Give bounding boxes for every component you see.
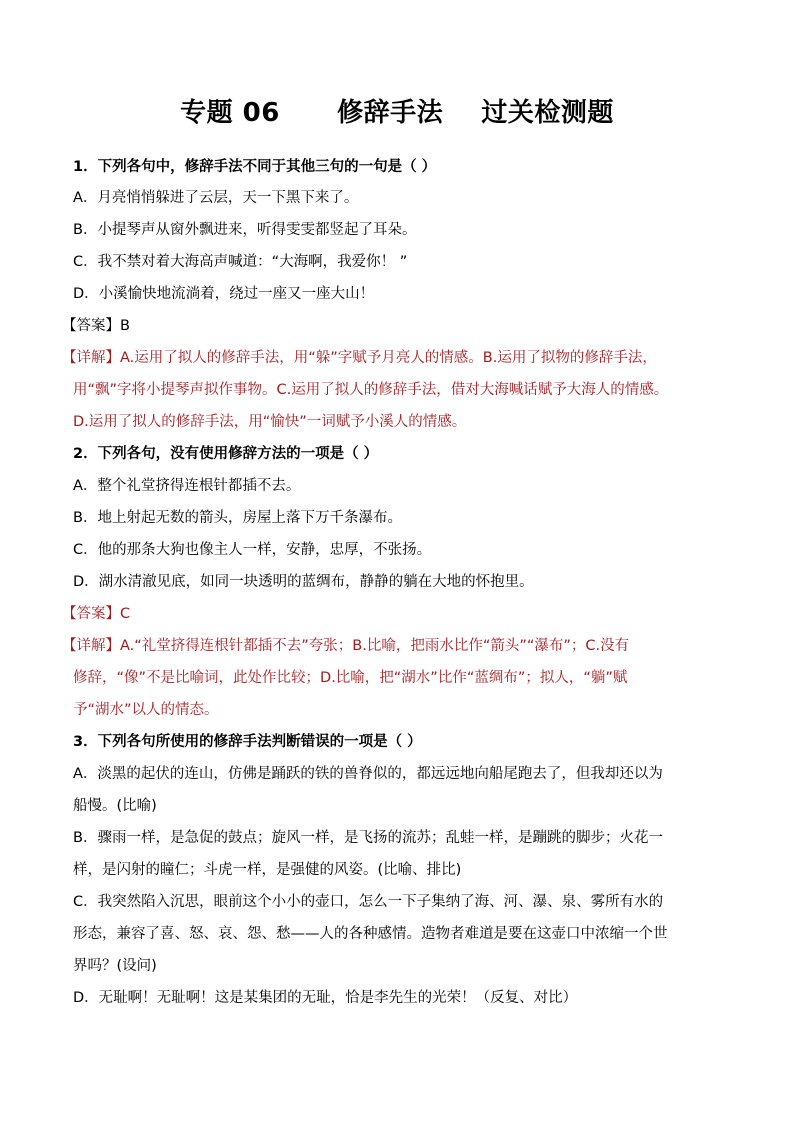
q3-option-a-line-2: 船慢。(比喻) xyxy=(73,798,157,814)
q2-detail-label: 【详解】 xyxy=(62,638,120,654)
question-1: 1．下列各句中，修辞手法不同于其他三句的一句是（ ） xyxy=(73,159,437,175)
q2-option-c: C．他的那条大狗也像主人一样，安静，忠厚，不张扬。 xyxy=(73,542,432,558)
q3-option-a-line-1: A．淡黑的起伏的连山，仿佛是踊跃的铁的兽脊似的，都远远地向船尾跑去了，但我却还以为 xyxy=(73,766,663,782)
q2-detail-line-2: 修辞，“像”不是比喻词，此处作比较；D.比喻，把“湖水”比作“蓝绸布”；拟人，“躺”赋 xyxy=(73,670,628,686)
q1-option-d: D．小溪愉快地流淌着，绕过一座又一座大山！ xyxy=(73,286,375,302)
q2-option-b: B．地上射起无数的箭头，房屋上落下万千条瀑布。 xyxy=(73,510,402,526)
q2-option-d: D．湖水清澈见底，如同一块透明的蓝绸布，静静的躺在大地的怀抱里。 xyxy=(73,574,534,590)
q3-option-b-line-1: B．骤雨一样，是急促的鼓点；旋风一样，是飞扬的流苏；乱蛙一样，是蹦跳的脚步；火花一 xyxy=(73,830,663,846)
q1-option-c: C．我不禁对着大海高声喊道：“大海啊，我爱你！ ” xyxy=(73,254,408,270)
q3-option-c-line-2: 形态，兼容了喜、怒、哀、怨、愁——人的各种感情。造物者难道是要在这壶口中浓缩一个世 xyxy=(73,926,668,942)
q2-detail-line-3: 予“湖水”以人的情态。 xyxy=(73,702,219,718)
q1-detail-line-2: 用“飘”字将小提琴声拟作事物。C.运用了拟人的修辞手法，借对大海喊话赋予大海人的情感。 xyxy=(73,382,669,398)
q3-option-d: D．无耻啊！无耻啊！这是某集团的无耻，恰是李先生的光荣！（反复、对比） xyxy=(73,990,578,1006)
q1-detail-line-1 xyxy=(62,349,657,367)
q3-option-b-line-2: 样，是闪射的瞳仁；斗虎一样，是强健的风姿。(比喻、排比) xyxy=(73,862,462,878)
q2-detail-text-1: A.“礼堂挤得连根针都插不去”夸张；B.比喻，把雨水比作“箭头”“瀑布”；C.没有 xyxy=(120,638,630,654)
q1-detail-label: 【详解】 xyxy=(62,350,120,366)
q2-detail-line-1 xyxy=(62,637,629,655)
q1-answer xyxy=(62,317,130,335)
question-3: 3．下列各句所使用的修辞手法判断错误的一项是（ ） xyxy=(73,734,422,750)
q1-answer-label: 【答案】 xyxy=(62,318,120,334)
q1-detail-text-1: A.运用了拟人的修辞手法，用“躲”字赋予月亮人的情感。B.运用了拟物的修辞手法， xyxy=(120,350,657,366)
q1-detail-line-3: D.运用了拟人的修辞手法，用“愉快”一词赋予小溪人的情感。 xyxy=(73,414,467,430)
q1-option-b: B．小提琴声从窗外飘进来，听得雯雯都竖起了耳朵。 xyxy=(73,222,417,238)
q1-option-a: A．月亮悄悄躲进了云层，天一下黑下来了。 xyxy=(73,190,359,206)
q2-answer xyxy=(62,605,130,623)
q2-answer-label: 【答案】 xyxy=(62,606,120,622)
q2-option-a: A．整个礼堂挤得连根针都插不去。 xyxy=(73,478,301,494)
q1-answer-value: B xyxy=(120,318,130,334)
page-title: 专题 06 修辞手法 过关检测题 xyxy=(180,98,614,128)
q2-answer-value: C xyxy=(120,606,131,622)
q3-option-c-line-3: 界吗？(设问) xyxy=(73,958,157,974)
question-2: 2．下列各句，没有使用修辞方法的一项是（ ） xyxy=(73,446,379,462)
q3-option-c-line-1: C．我突然陷入沉思，眼前这个小小的壶口，怎么一下子集纳了海、河、瀑、泉、雾所有水的 xyxy=(73,894,664,910)
